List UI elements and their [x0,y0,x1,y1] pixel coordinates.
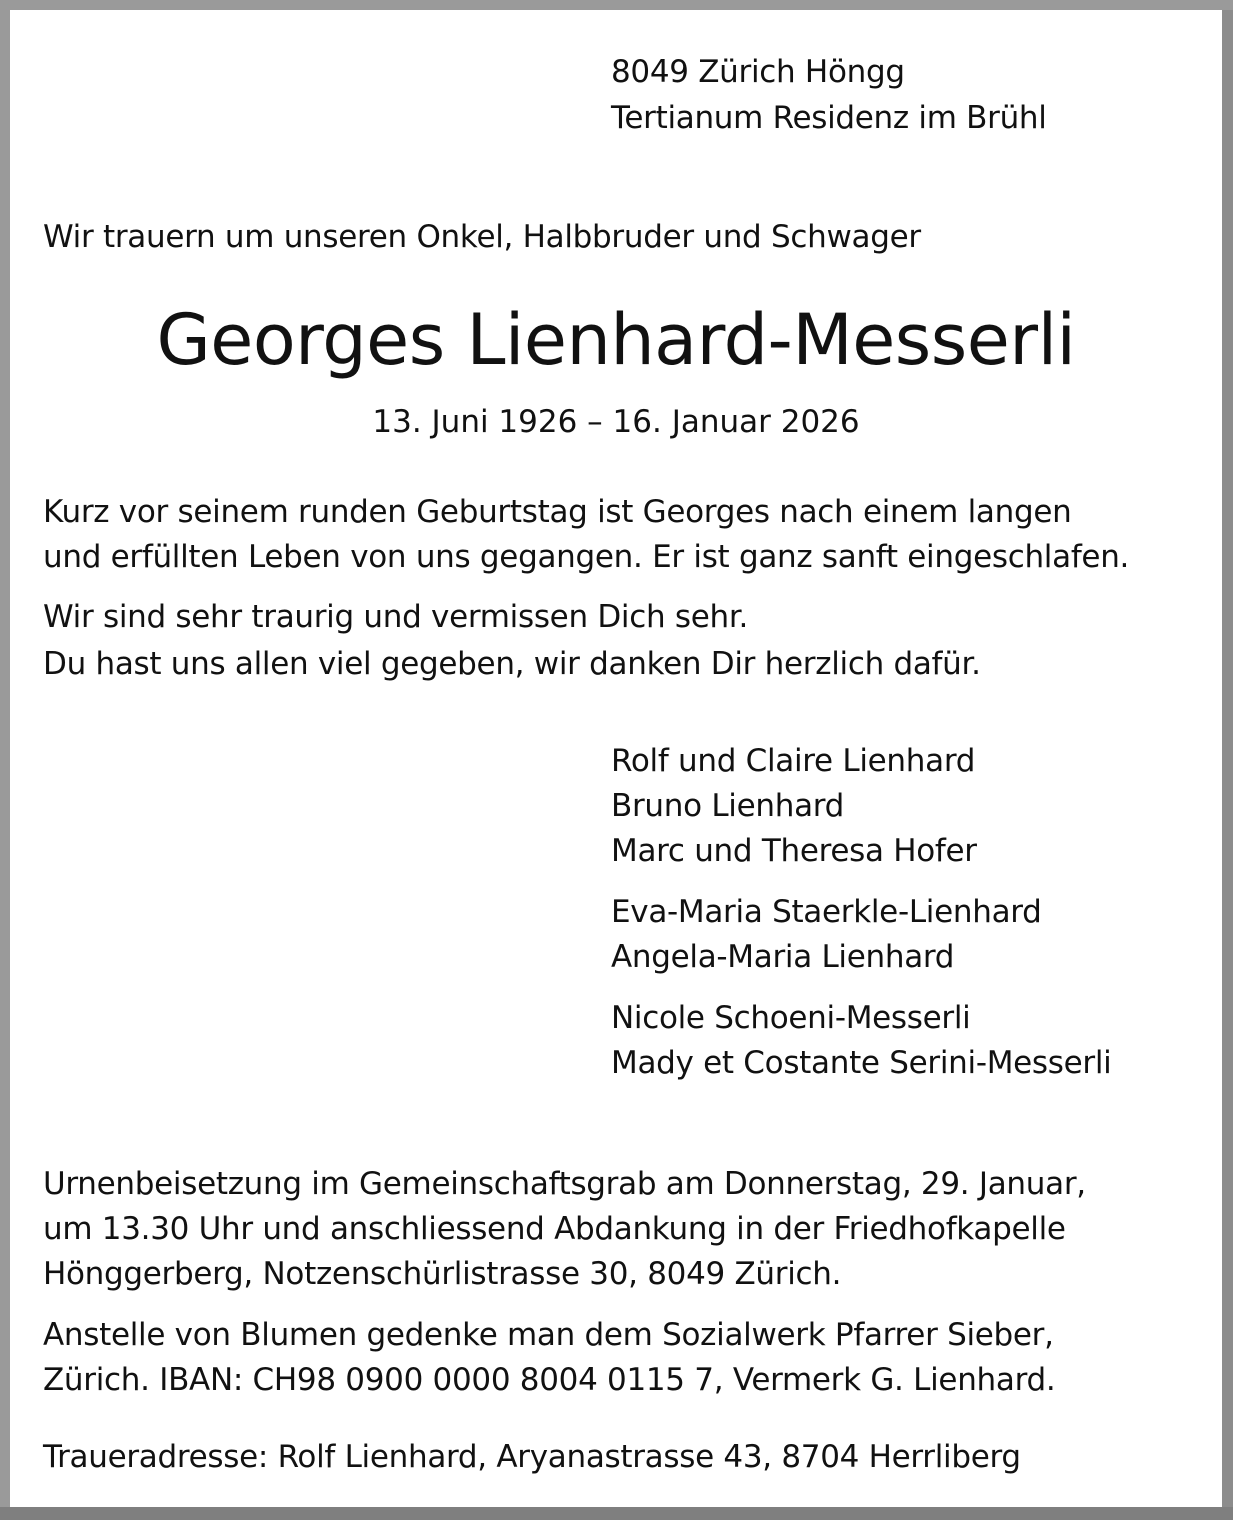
location-line: 8049 Zürich Höngg [611,54,905,90]
page-shadow-bottom [0,1507,1233,1520]
mourner-name: Angela-Maria Lienhard [611,939,955,975]
mourner-name: Bruno Lienhard [611,788,845,824]
ceremony-line: Urnenbeisetzung im Gemeinschaftsgrab am Donnerstag, 29. Januar, [43,1166,1086,1202]
deceased-name: Georges Lienhard-Messerli [156,299,1076,381]
location-line: Tertianum Residenz im Brühl [611,100,1047,136]
mourner-name: Mady et Costante Serini-Messerli [611,1045,1112,1081]
obituary-notice [10,10,1222,1507]
intro-line: Wir trauern um unseren Onkel, Halbbruder und Schwager [43,219,921,255]
mourner-name: Rolf und Claire Lienhard [611,743,976,779]
mourning-address: Traueradresse: Rolf Lienhard, Aryanastrasse 43, 8704 Herrliberg [43,1439,1021,1475]
mourner-name: Nicole Schoeni-Messerli [611,1000,971,1036]
donation-line: Anstelle von Blumen gedenke man dem Sozialwerk Pfarrer Sieber, [43,1317,1054,1353]
message-line: Du hast uns allen viel gegeben, wir danken Dir herzlich dafür. [43,646,981,682]
message-line: Wir sind sehr traurig und vermissen Dich sehr. [43,599,749,635]
donation-line: Zürich. IBAN: CH98 0900 0000 8004 0115 7, Vermerk G. Lienhard. [43,1362,1056,1398]
page-shadow-right [1222,10,1233,1520]
mourner-name: Eva-Maria Staerkle-Lienhard [611,894,1042,930]
mourner-name: Marc und Theresa Hofer [611,833,977,869]
ceremony-line: um 13.30 Uhr und anschliessend Abdankung in der Friedhofkapelle [43,1211,1066,1247]
ceremony-line: Hönggerberg, Notzenschürlistrasse 30, 8049 Zürich. [43,1256,842,1292]
message-line: Kurz vor seinem runden Geburtstag ist Georges nach einem langen [43,494,1072,530]
life-dates: 13. Juni 1926 – 16. Januar 2026 [372,404,860,440]
message-line: und erfüllten Leben von uns gegangen. Er ist ganz sanft eingeschlafen. [43,539,1130,575]
